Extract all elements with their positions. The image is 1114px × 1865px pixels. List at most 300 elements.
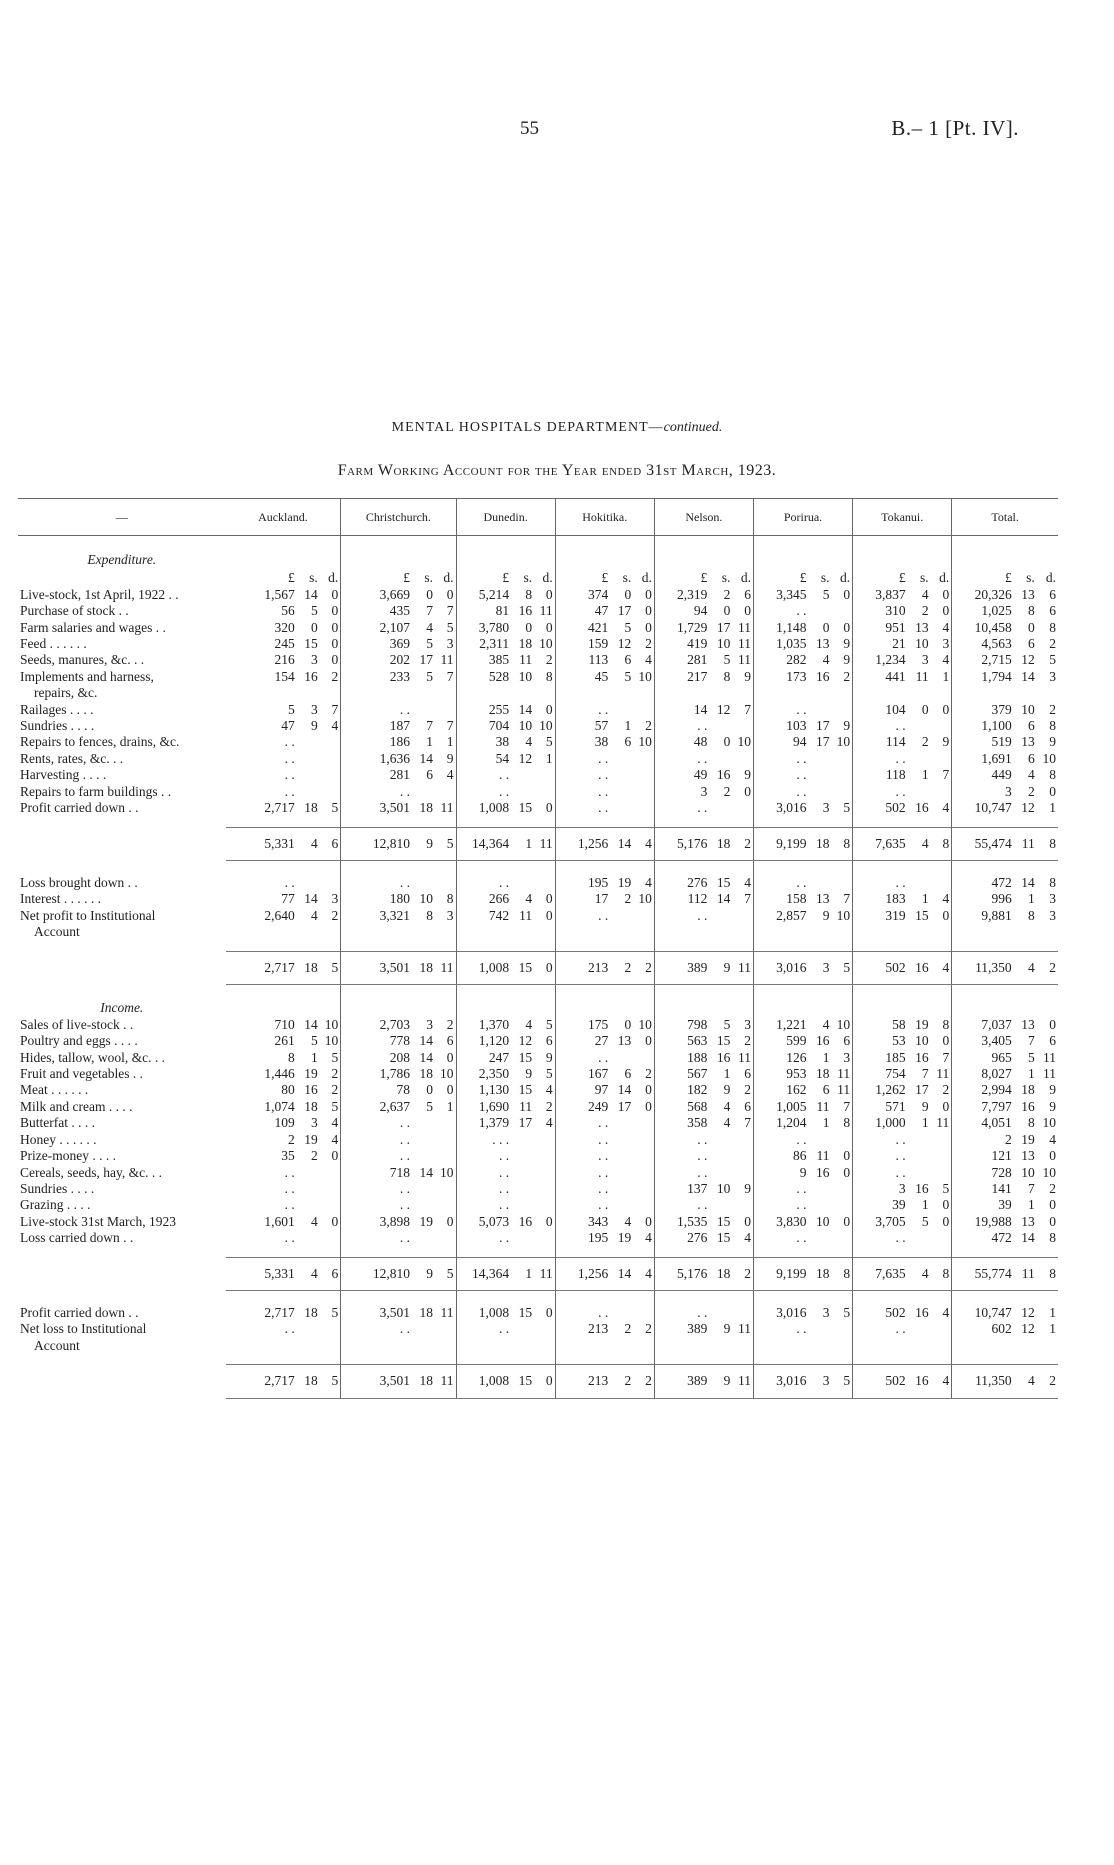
pence-cell xyxy=(730,718,753,734)
pence-cell: 8 xyxy=(830,1115,853,1131)
farm-working-account-table xyxy=(18,498,1058,1399)
shillings-cell xyxy=(807,767,830,783)
shillings-cell xyxy=(410,1148,433,1164)
pence-cell: 0 xyxy=(532,1365,555,1398)
shillings-cell: 18 xyxy=(304,1304,318,1320)
pence-cell: 4 xyxy=(929,1365,952,1398)
pence-cell: 4 xyxy=(929,800,952,816)
pence-cell: 0 xyxy=(318,587,341,603)
table-row xyxy=(18,620,1058,636)
total-row xyxy=(18,1365,1058,1398)
shillings-cell: 4 xyxy=(295,1257,318,1290)
pence-cell: 9 xyxy=(830,652,853,668)
row-label xyxy=(18,1082,226,1098)
pence-cell xyxy=(929,784,952,800)
shillings-cell xyxy=(608,800,631,816)
shillings-cell: 7 xyxy=(1027,1033,1035,1049)
pence-cell: 11 xyxy=(433,951,456,984)
pence-cell xyxy=(830,1230,853,1246)
shillings-cell: 16 xyxy=(915,800,929,816)
pence-cell: 2 xyxy=(318,908,341,941)
shillings-cell: 10 xyxy=(716,1180,731,1196)
pence-cell: 10 xyxy=(433,1165,456,1181)
shillings-cell: 9 xyxy=(410,827,433,860)
pounds-cell: . . xyxy=(598,701,609,717)
pounds-cell: 502 xyxy=(853,1365,906,1398)
pounds-cell: 14 xyxy=(693,701,708,717)
shilling-unit: s. xyxy=(424,570,433,586)
pence-cell: 4 xyxy=(1049,1131,1056,1147)
shillings-cell xyxy=(608,1115,631,1131)
shillings-cell: 9 xyxy=(707,951,730,984)
total-row xyxy=(18,827,1058,860)
pence-cell: 0 xyxy=(318,652,341,668)
shillings-cell xyxy=(906,718,929,734)
department-suffix: continued. xyxy=(663,420,723,435)
pence-cell: 2 xyxy=(631,636,654,652)
pounds-cell: 114 xyxy=(885,734,906,750)
shillings-cell xyxy=(410,702,433,718)
pounds-cell: 38 xyxy=(495,734,510,750)
pence-cell: 0 xyxy=(318,1148,341,1164)
shillings-cell: 18 xyxy=(419,800,433,816)
pounds-cell: 109 xyxy=(274,1115,295,1131)
row-label xyxy=(18,1165,226,1181)
pence-cell: 10 xyxy=(830,1017,853,1033)
shillings-cell: 14 xyxy=(518,701,533,717)
pounds-cell: 563 xyxy=(687,1033,708,1049)
pounds-cell: 187 xyxy=(389,718,410,734)
pence-cell xyxy=(929,1321,952,1354)
table-row xyxy=(18,1050,1058,1066)
shillings-cell: 5 xyxy=(723,652,731,668)
pounds-cell: 1,025 xyxy=(981,603,1012,619)
table-row xyxy=(18,1165,1058,1181)
pence-cell: 11 xyxy=(532,1257,555,1290)
pence-cell: 0 xyxy=(318,1214,341,1230)
column-header-dunedin: Dunedin. xyxy=(456,499,555,536)
pence-cell: 1 xyxy=(1049,800,1056,816)
pence-cell xyxy=(830,1197,853,1213)
shillings-cell: 9 xyxy=(822,907,830,923)
shillings-cell xyxy=(707,751,730,767)
row-label-text: Hides, tallow, wool, &c. . . xyxy=(20,1049,165,1065)
pounds-cell: 217 xyxy=(687,668,708,684)
pence-cell: 1 xyxy=(1049,1304,1056,1320)
pence-cell xyxy=(433,702,456,718)
row-label xyxy=(18,1033,226,1049)
pence-cell xyxy=(318,784,341,800)
pounds-cell: 249 xyxy=(587,1098,609,1114)
column-header-porirua: Porirua. xyxy=(753,499,852,536)
pounds-cell: 2,717 xyxy=(226,1365,295,1398)
pence-cell xyxy=(318,1197,341,1213)
shillings-cell: 10 xyxy=(518,668,533,684)
shillings-cell: 10 xyxy=(816,1213,830,1229)
pounds-cell: 1,794 xyxy=(981,668,1012,684)
shilling-unit: s. xyxy=(920,570,929,586)
shillings-cell: 17 xyxy=(419,652,433,668)
pounds-cell: 3,321 xyxy=(379,907,410,923)
pounds-cell: 1,567 xyxy=(264,586,295,602)
pounds-cell: . . xyxy=(796,1180,807,1196)
row-label-text: Honey . . . . . . xyxy=(20,1131,97,1147)
shillings-cell xyxy=(410,1132,433,1148)
row-label-text: Meat . . . . . . xyxy=(20,1082,89,1098)
pence-cell: 10 xyxy=(433,1066,456,1082)
pounds-cell: 45 xyxy=(594,668,609,684)
pence-cell: 0 xyxy=(318,603,341,619)
shillings-cell: 10 xyxy=(419,891,433,907)
pounds-cell: 2,703 xyxy=(379,1016,410,1032)
shillings-cell: 0 xyxy=(426,1082,433,1098)
pence-cell: 0 xyxy=(532,1214,555,1230)
shillings-cell: 11 xyxy=(519,907,533,923)
pence-cell xyxy=(830,875,853,891)
pence-cell: 8 xyxy=(1049,874,1056,890)
pence-cell: 2 xyxy=(730,1082,753,1098)
pound-unit: £ xyxy=(502,570,510,586)
shillings-cell xyxy=(608,1148,631,1164)
table-row xyxy=(18,734,1058,750)
pence-cell: 5 xyxy=(532,734,555,750)
pounds-cell: 208 xyxy=(389,1049,410,1065)
pence-cell xyxy=(830,784,853,800)
shillings-cell xyxy=(295,1181,318,1197)
table-row xyxy=(18,767,1058,783)
pounds-cell: 7,797 xyxy=(981,1098,1012,1114)
shillings-cell: 6 xyxy=(1027,750,1035,766)
pence-cell: 7 xyxy=(830,1099,853,1115)
pence-cell: 1 xyxy=(433,734,456,750)
pence-cell xyxy=(318,751,341,767)
pence-cell: 6 xyxy=(318,827,341,860)
pounds-cell: 14,364 xyxy=(456,827,509,860)
shillings-cell xyxy=(807,603,830,619)
pounds-cell: 3,830 xyxy=(776,1213,807,1229)
pence-cell: 0 xyxy=(631,620,654,636)
pounds-cell: 502 xyxy=(853,951,906,984)
shillings-cell: 15 xyxy=(509,1365,532,1398)
pence-cell: 2 xyxy=(1049,1180,1056,1196)
shillings-cell xyxy=(807,1230,830,1246)
pence-cell: 0 xyxy=(1049,1148,1056,1164)
pounds-cell: 1,256 xyxy=(555,1257,608,1290)
pounds-cell: 3 xyxy=(700,783,708,799)
pence-cell: 0 xyxy=(318,636,341,652)
pounds-cell: 27 xyxy=(594,1033,609,1049)
table-row xyxy=(18,1148,1058,1164)
pence-cell: 5 xyxy=(830,1305,853,1321)
pence-cell: 11 xyxy=(1043,1066,1056,1082)
pounds-cell: 81 xyxy=(495,603,510,619)
total-row xyxy=(18,1257,1058,1290)
pence-unit: d. xyxy=(631,568,654,586)
shillings-cell: 11 xyxy=(816,1098,830,1114)
row-label xyxy=(18,1115,226,1131)
pounds-cell: 1,786 xyxy=(379,1066,410,1082)
page-number: 55 xyxy=(520,118,539,139)
pence-cell: 7 xyxy=(730,1115,753,1131)
pounds-cell: 1,008 xyxy=(478,800,510,816)
shillings-cell: 16 xyxy=(915,1180,929,1196)
pounds-cell: 21 xyxy=(892,636,906,652)
shillings-cell xyxy=(807,1132,830,1148)
pounds-cell: 5,176 xyxy=(654,1257,707,1290)
pence-cell: 9 xyxy=(830,636,853,652)
row-label-continuation: repairs, &c. xyxy=(34,685,98,701)
shillings-cell: 17 xyxy=(716,619,731,635)
table-row xyxy=(18,652,1058,668)
shillings-cell xyxy=(906,751,929,767)
shillings-cell xyxy=(410,784,433,800)
pounds-cell: . . xyxy=(284,750,295,766)
row-label-text: Feed . . . . . . xyxy=(20,636,87,652)
pence-cell: 3 xyxy=(1049,668,1056,684)
column-header-tokanui: Tokanui. xyxy=(853,499,952,536)
shillings-cell xyxy=(295,1230,318,1246)
shillings-cell: 4 xyxy=(723,1098,731,1114)
shillings-cell: 8 xyxy=(1027,603,1035,619)
shillings-cell: 11 xyxy=(816,1148,830,1164)
expenditure-heading-row xyxy=(18,536,1058,569)
spacer-row xyxy=(18,1354,1058,1365)
pence-cell xyxy=(830,1181,853,1197)
pounds-cell: 47 xyxy=(281,718,295,734)
pounds-cell: . . xyxy=(399,1180,410,1196)
pence-cell: 8 xyxy=(1049,767,1056,783)
pounds-cell: 154 xyxy=(274,668,295,684)
row-label-text: Loss brought down . . xyxy=(20,874,138,890)
shillings-cell: 19 xyxy=(617,1230,632,1246)
shillings-cell xyxy=(509,1165,532,1181)
pounds-cell: 11,350 xyxy=(952,951,1012,984)
shillings-cell: 12 xyxy=(1021,1321,1035,1337)
shillings-cell: 1 xyxy=(509,827,532,860)
pence-cell xyxy=(433,875,456,891)
shillings-cell: 4 xyxy=(906,827,929,860)
pence-cell xyxy=(631,1115,654,1131)
pounds-cell: . . xyxy=(498,767,510,783)
shillings-cell: 7 xyxy=(426,603,433,619)
shillings-cell: 10 xyxy=(716,636,731,652)
pence-cell: 5 xyxy=(318,1099,341,1115)
pence-cell: 2 xyxy=(433,1017,456,1033)
pence-cell: 6 xyxy=(830,1033,853,1049)
pounds-cell: 1,120 xyxy=(478,1033,510,1049)
pounds-cell: 2,715 xyxy=(981,652,1012,668)
shillings-cell: 6 xyxy=(426,767,433,783)
pence-cell: 6 xyxy=(433,1033,456,1049)
pounds-cell: 173 xyxy=(786,668,807,684)
section-heading: Expenditure. xyxy=(87,552,157,567)
pounds-cell: 8,027 xyxy=(981,1066,1012,1082)
row-label xyxy=(18,908,226,941)
pence-cell: 3 xyxy=(318,891,341,907)
pounds-cell: . . xyxy=(284,783,295,799)
pence-cell: 0 xyxy=(929,702,952,718)
pence-cell: 0 xyxy=(532,800,555,816)
shillings-cell: 16 xyxy=(518,1213,533,1229)
shillings-cell: 14 xyxy=(419,1033,433,1049)
pounds-cell: 55,474 xyxy=(952,827,1012,860)
shillings-cell: 12 xyxy=(518,1033,533,1049)
pounds-cell: . . xyxy=(796,1321,807,1337)
pence-unit: d. xyxy=(318,568,341,586)
pounds-cell: 519 xyxy=(991,734,1012,750)
pounds-cell: . . xyxy=(399,1321,410,1337)
pence-cell: 7 xyxy=(730,891,753,907)
pounds-cell: 1,636 xyxy=(379,750,410,766)
shillings-cell: 16 xyxy=(716,767,731,783)
shillings-cell: 13 xyxy=(617,1033,632,1049)
pence-cell: 3 xyxy=(433,636,456,652)
pounds-cell: . . xyxy=(284,734,295,750)
shillings-cell: 0 xyxy=(624,1016,632,1032)
shillings-cell xyxy=(295,734,318,750)
pence-cell: 5 xyxy=(830,800,853,816)
pounds-cell: 379 xyxy=(991,701,1012,717)
pounds-cell: 1,130 xyxy=(478,1082,510,1098)
pence-cell: 2 xyxy=(730,827,753,860)
shillings-cell xyxy=(707,1165,730,1181)
pounds-cell: 7,635 xyxy=(853,1257,906,1290)
spacer-row xyxy=(18,817,1058,828)
pounds-cell: 17 xyxy=(594,891,609,907)
pence-cell: 0 xyxy=(730,603,753,619)
pounds-cell: 358 xyxy=(687,1115,708,1131)
pence-cell xyxy=(631,1165,654,1181)
pounds-cell: . . xyxy=(895,874,906,890)
shillings-cell: 7 xyxy=(426,718,433,734)
pence-cell: 7 xyxy=(433,669,456,702)
pence-unit: d. xyxy=(830,568,853,586)
table-row xyxy=(18,1230,1058,1246)
row-label xyxy=(18,1050,226,1066)
pounds-cell: 9,199 xyxy=(753,827,806,860)
pence-cell: 5 xyxy=(433,620,456,636)
shillings-cell: 5 xyxy=(426,1098,433,1114)
shillings-cell: 6 xyxy=(1027,718,1035,734)
pounds-cell: 568 xyxy=(687,1098,708,1114)
pounds-cell: 7,635 xyxy=(853,827,906,860)
shillings-cell: 0 xyxy=(426,586,433,602)
shillings-cell: 1 xyxy=(921,891,929,907)
shillings-cell xyxy=(906,784,929,800)
pence-cell: 0 xyxy=(730,784,753,800)
shillings-cell: 3 xyxy=(921,652,929,668)
pounds-cell: 118 xyxy=(885,767,906,783)
shillings-cell: 18 xyxy=(816,1066,830,1082)
pounds-cell: . . xyxy=(598,1148,609,1164)
shillings-cell: 14 xyxy=(1021,874,1035,890)
pounds-cell: 4,051 xyxy=(981,1115,1012,1131)
table-row xyxy=(18,669,1058,702)
pounds-cell: 2 xyxy=(1004,1131,1012,1147)
pounds-cell: 2,717 xyxy=(264,1304,295,1320)
shillings-cell: 8 xyxy=(1027,907,1035,923)
pence-cell: 0 xyxy=(830,1214,853,1230)
shillings-cell: 12 xyxy=(617,636,632,652)
pounds-cell: 213 xyxy=(555,1365,608,1398)
pounds-cell: 12,810 xyxy=(341,827,410,860)
shillings-cell: 10 xyxy=(915,1033,929,1049)
pounds-cell: 276 xyxy=(687,874,708,890)
pence-cell: 7 xyxy=(929,767,952,783)
units-row xyxy=(18,568,1058,586)
shillings-cell: 5 xyxy=(1027,1049,1035,1065)
pounds-cell: 3,501 xyxy=(341,1365,410,1398)
pounds-cell: . . xyxy=(697,1304,708,1320)
pounds-cell: 3,501 xyxy=(379,1304,410,1320)
pence-cell: 11 xyxy=(433,652,456,668)
row-label-text: Milk and cream . . . . xyxy=(20,1098,133,1114)
shillings-cell: 15 xyxy=(304,636,318,652)
pounds-cell: 38 xyxy=(594,734,609,750)
pence-cell: 2 xyxy=(631,1066,654,1082)
pounds-cell: . . xyxy=(598,1049,609,1065)
pounds-cell: 183 xyxy=(885,891,906,907)
pounds-cell: 3,669 xyxy=(379,586,410,602)
pounds-cell: 2,350 xyxy=(478,1066,510,1082)
shillings-cell: 1 xyxy=(1027,1066,1035,1082)
pounds-cell: 175 xyxy=(587,1016,609,1032)
shillings-cell: 16 xyxy=(716,1049,731,1065)
shillings-cell: 4 xyxy=(1012,951,1035,984)
pounds-cell: 188 xyxy=(687,1049,708,1065)
shillings-cell: 2 xyxy=(1027,783,1035,799)
pounds-cell: 951 xyxy=(885,619,906,635)
pounds-cell: 798 xyxy=(687,1016,708,1032)
pence-cell: 6 xyxy=(318,1257,341,1290)
shillings-cell: 14 xyxy=(304,891,318,907)
pence-cell: 11 xyxy=(730,1321,753,1354)
shillings-cell: 6 xyxy=(624,652,632,668)
pounds-cell: . . xyxy=(598,907,609,923)
shillings-cell: 4 xyxy=(310,907,318,923)
pence-cell xyxy=(730,1132,753,1148)
pence-cell: 10 xyxy=(631,734,654,750)
shillings-cell: 7 xyxy=(1027,1180,1035,1196)
row-label-text: Harvesting . . . . xyxy=(20,767,107,783)
table-row xyxy=(18,800,1058,816)
row-label xyxy=(18,1017,226,1033)
row-label-text: Profit carried down . . xyxy=(20,800,139,816)
pounds-cell: . . xyxy=(598,800,609,816)
shillings-cell: 6 xyxy=(624,1066,632,1082)
shillings-cell: 17 xyxy=(915,1082,929,1098)
pence-cell xyxy=(830,1132,853,1148)
shillings-cell xyxy=(509,1148,532,1164)
pence-cell: 0 xyxy=(1049,1197,1056,1213)
pounds-cell: 141 xyxy=(991,1180,1012,1196)
pence-cell xyxy=(532,767,555,783)
total-row xyxy=(18,951,1058,984)
shillings-cell xyxy=(509,767,532,783)
shillings-cell: 2 xyxy=(624,891,632,907)
pounds-cell: 3 xyxy=(898,1180,906,1196)
table-row xyxy=(18,1017,1058,1033)
row-label xyxy=(18,669,226,702)
shillings-cell: 15 xyxy=(716,1230,731,1246)
pounds-cell: . . xyxy=(399,1230,410,1246)
pounds-cell: 57 xyxy=(594,718,609,734)
row-label xyxy=(18,767,226,783)
shillings-cell: 18 xyxy=(518,636,533,652)
row-label xyxy=(18,875,226,891)
pound-unit: £ xyxy=(799,570,807,586)
pence-cell: 6 xyxy=(730,587,753,603)
